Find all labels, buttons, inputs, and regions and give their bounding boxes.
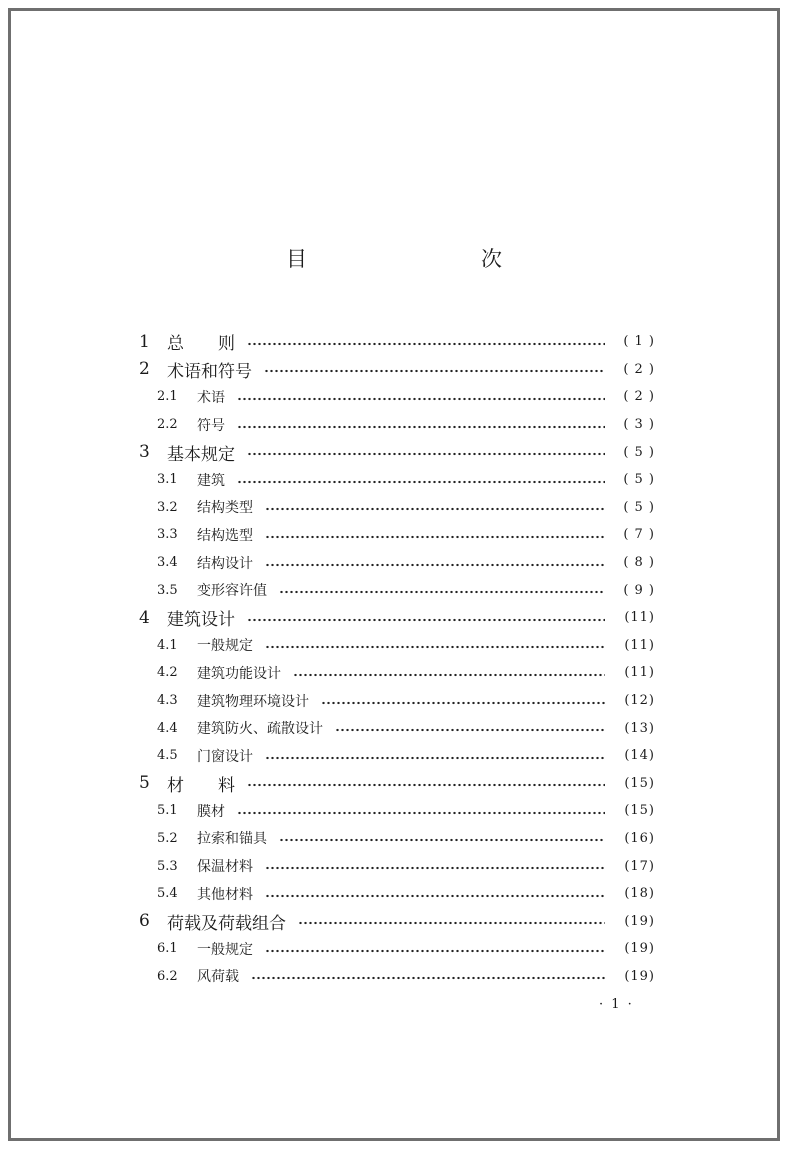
toc-entry[interactable] <box>135 466 655 494</box>
dot-leader <box>321 701 605 705</box>
toc-entry-page: (15) <box>624 775 655 791</box>
toc-entry-number: 3 <box>139 442 150 463</box>
toc-entry-number: 3.5 <box>157 582 178 598</box>
toc-entry-number: 5 <box>139 773 150 794</box>
toc-entry[interactable] <box>135 659 655 687</box>
toc-entry-page: (15) <box>624 803 655 819</box>
toc-entry-page: ( 1 ) <box>623 334 655 350</box>
dot-leader <box>247 783 605 787</box>
toc-entry[interactable] <box>135 604 655 632</box>
toc-entry-page: (19) <box>624 968 655 984</box>
toc-entry-label: 结构设计 <box>197 555 253 572</box>
toc-entry-page: (11) <box>624 610 655 626</box>
toc-entry-page: (18) <box>624 886 655 902</box>
toc-entry-page: ( 5 ) <box>623 499 655 515</box>
toc-entry-page: ( 2 ) <box>623 389 655 405</box>
toc-entry-number: 5.1 <box>157 803 178 819</box>
toc-entry[interactable] <box>135 549 655 577</box>
toc-entry-page: (14) <box>624 748 655 764</box>
toc-entry-label: 总 则 <box>167 334 235 355</box>
toc-entry-number: 3.4 <box>157 555 178 571</box>
dot-leader <box>247 342 605 346</box>
toc-entry-page: ( 2 ) <box>623 361 655 377</box>
toc-entry-label: 建筑物理环境设计 <box>197 693 309 710</box>
toc-entry[interactable] <box>135 356 655 384</box>
toc-entry[interactable] <box>135 687 655 715</box>
toc-entry-label: 其他材料 <box>197 886 253 903</box>
toc-entry[interactable] <box>135 852 655 880</box>
dot-leader <box>279 838 605 842</box>
toc-entry-page: (12) <box>624 693 655 709</box>
toc-entry[interactable] <box>135 521 655 549</box>
toc-entry-number: 2 <box>139 359 150 380</box>
toc-entry-label: 基本规定 <box>167 444 235 465</box>
toc-entry-number: 3.3 <box>157 527 178 543</box>
toc-entry-number: 4.4 <box>157 720 178 736</box>
toc-entry-label: 膜材 <box>197 803 225 820</box>
toc-entry-label: 门窗设计 <box>197 748 253 765</box>
toc-entry-number: 4 <box>139 607 150 628</box>
toc-entry[interactable] <box>135 963 655 991</box>
toc-entry-number: 4.3 <box>157 693 178 709</box>
toc-entry-page: ( 8 ) <box>623 555 655 571</box>
toc-entry[interactable] <box>135 632 655 660</box>
toc-entry[interactable] <box>135 411 655 439</box>
dot-leader <box>237 425 605 429</box>
toc-entry-number: 1 <box>139 331 150 352</box>
toc-entry-page: (16) <box>624 830 655 846</box>
dot-leader <box>237 397 605 401</box>
toc-entry-number: 4.5 <box>157 748 178 764</box>
toc-entry-page: ( 7 ) <box>623 527 655 543</box>
toc-entry-label: 建筑防火、疏散设计 <box>197 721 323 738</box>
toc-entry-number: 6 <box>139 911 150 932</box>
toc-list <box>135 328 655 990</box>
toc-entry[interactable] <box>135 907 655 935</box>
toc-entry-label: 术语 <box>197 389 225 406</box>
toc-entry[interactable] <box>135 328 655 356</box>
toc-entry-page: (11) <box>624 665 655 681</box>
toc-entry-number: 3.2 <box>157 499 178 515</box>
dot-leader <box>265 535 605 539</box>
page-title: 目 次 <box>286 247 546 271</box>
toc-entry[interactable] <box>135 797 655 825</box>
toc-entry-label: 变形容许值 <box>197 583 267 600</box>
toc-entry-number: 2.1 <box>157 389 178 405</box>
dot-leader <box>335 728 605 732</box>
dot-leader <box>279 590 605 594</box>
toc-entry-page: (13) <box>624 720 655 736</box>
toc-entry-number: 5.2 <box>157 830 178 846</box>
toc-entry-page: ( 5 ) <box>623 444 655 460</box>
toc-entry-label: 建筑功能设计 <box>197 665 281 682</box>
toc-entry[interactable] <box>135 494 655 522</box>
toc-entry-number: 5.4 <box>157 886 178 902</box>
toc-entry[interactable] <box>135 742 655 770</box>
toc-entry-page: ( 3 ) <box>623 417 655 433</box>
toc-entry-label: 保温材料 <box>197 859 253 876</box>
dot-leader <box>265 949 605 953</box>
toc-entry-label: 风荷载 <box>197 969 239 986</box>
dot-leader <box>237 480 605 484</box>
toc-entry-label: 建筑设计 <box>167 610 235 631</box>
toc-entry-label: 建筑 <box>197 472 225 489</box>
toc-entry-page: (17) <box>624 858 655 874</box>
toc-entry-label: 材 料 <box>167 775 235 796</box>
dot-leader <box>265 866 605 870</box>
toc-entry[interactable] <box>135 770 655 798</box>
toc-entry-page: (19) <box>624 941 655 957</box>
toc-entry-page: (19) <box>624 913 655 929</box>
toc-entry-label: 拉索和锚具 <box>197 831 267 848</box>
dot-leader <box>265 507 605 511</box>
page-frame <box>8 8 780 1141</box>
dot-leader <box>251 976 605 980</box>
toc-entry[interactable] <box>135 825 655 853</box>
toc-entry[interactable] <box>135 935 655 963</box>
dot-leader <box>265 894 605 898</box>
toc-entry[interactable] <box>135 714 655 742</box>
toc-entry-number: 3.1 <box>157 472 178 488</box>
toc-entry-label: 术语和符号 <box>167 361 252 382</box>
dot-leader <box>265 563 605 567</box>
dot-leader <box>247 618 605 622</box>
toc-entry-number: 6.2 <box>157 968 178 984</box>
toc-entry[interactable] <box>135 438 655 466</box>
dot-leader <box>265 645 605 649</box>
toc-entry[interactable] <box>135 880 655 908</box>
dot-leader <box>237 811 605 815</box>
toc-entry-label: 符号 <box>197 417 225 434</box>
toc-entry-number: 4.1 <box>157 637 178 653</box>
dot-leader <box>247 452 605 456</box>
toc-entry-number: 6.1 <box>157 941 178 957</box>
toc-entry-label: 荷载及荷载组合 <box>167 913 286 934</box>
dot-leader <box>293 673 605 677</box>
toc-entry-page: (11) <box>624 637 655 653</box>
toc-entry-label: 结构类型 <box>197 500 253 517</box>
toc-entry[interactable] <box>135 383 655 411</box>
toc-entry-number: 5.3 <box>157 858 178 874</box>
toc-entry-number: 2.2 <box>157 417 178 433</box>
toc-entry-label: 结构选型 <box>197 527 253 544</box>
toc-entry-page: ( 9 ) <box>623 582 655 598</box>
dot-leader <box>298 921 605 925</box>
page-number: · 1 · <box>599 997 634 1012</box>
toc-entry-number: 4.2 <box>157 665 178 681</box>
dot-leader <box>264 369 605 373</box>
dot-leader <box>265 756 605 760</box>
toc-entry-label: 一般规定 <box>197 638 253 655</box>
toc-entry[interactable] <box>135 576 655 604</box>
toc-entry-label: 一般规定 <box>197 941 253 958</box>
toc-entry-page: ( 5 ) <box>623 472 655 488</box>
